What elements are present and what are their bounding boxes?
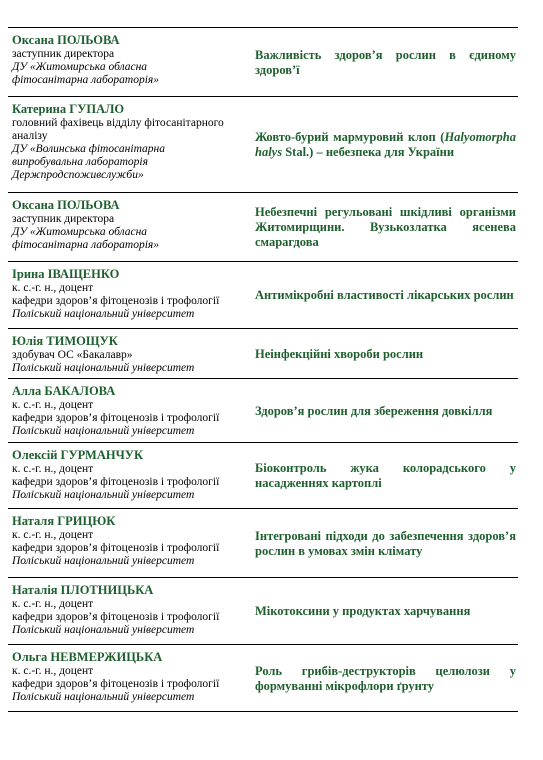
talk-topic: Біоконтроль жука колорадського у насадженнях картоплі [255,461,516,490]
table-row [8,193,518,262]
table-row [8,509,518,578]
speaker-affiliation-line: Поліський національний університет [12,624,195,636]
topic-cell [251,379,518,442]
speaker-affiliation-line: Поліський національний університет [12,362,195,374]
topic-cell [251,509,518,577]
speaker-affiliation-line: Поліський національний університет [12,308,195,320]
speaker-affiliation-line: Поліський національний університет [12,425,195,437]
talk-topic: Мікотоксини у продуктах харчування [255,604,471,618]
speaker-affiliation-line: здобувач ОС «Бакалавр» [12,349,133,361]
speaker-affiliation-line: кафедри здоров’я фітоценозів і трофології [12,678,220,690]
speaker-affiliation-line: аналізу [12,130,48,142]
speaker-cell [8,379,251,442]
speaker-affiliation-line: к. с.-г. н., доцент [12,529,94,541]
topic-cell [251,578,518,644]
speaker-cell [8,329,251,378]
speaker-name: Наталія ПЛОТНИЦЬКА [12,583,154,597]
speaker-affiliation-line: заступник директора [12,48,115,60]
talk-topic: Важливість здоров’я рослин в єдиному здоров’ї [255,47,516,77]
speaker-affiliation-line: ДУ «Житомирська обласна [12,61,148,73]
speaker-affiliation-line: заступник директора [12,213,115,225]
speaker-affiliation-line: ДУ «Житомирська обласна [12,226,148,238]
topic-cell [251,28,518,96]
speaker-affiliation-line: ДУ «Волинська фітосанітарна [12,143,165,155]
speaker-affiliation-line: Поліський національний університет [12,489,195,501]
speaker-affiliation-line: кафедри здоров’я фітоценозів і трофології [12,476,220,488]
speaker-affiliation-line: к. с.-г. н., доцент [12,665,94,677]
speaker-affiliation-line: головний фахівець відділу фітосанітарного [12,117,224,129]
table-row [8,645,518,712]
topic-fragment: Жовто-бурий мармуровий клоп ( [255,130,445,144]
speaker-affiliation-line: фітосанітарна лабораторія» [12,239,160,251]
speaker-cell [8,645,251,711]
table-row [8,97,518,193]
speaker-affiliation-line: випробувальна лабораторія [12,156,148,168]
speaker-affiliation-line: кафедри здоров’я фітоценозів і трофології [12,295,220,307]
table-row [8,379,518,443]
talk-topic: Небезпечні регульовані шкідливі організми Житомирщини. Вузькозлатка ясенева смарагдова [255,205,516,249]
species-name: Halyomorpha halys [255,130,516,159]
topic-cell [251,443,518,508]
speaker-cell [8,97,251,192]
speaker-name: Юлія ТИМОЩУК [12,334,118,348]
talk-topic: Антимікробні властивості лікарських рослин [255,288,514,302]
speakers-table [8,27,518,712]
topic-cell [251,97,518,192]
speaker-affiliation-line: кафедри здоров’я фітоценозів і трофології [12,542,220,554]
speaker-name: Оксана ПОЛЬОВА [12,198,120,212]
speaker-cell [8,578,251,644]
speaker-cell [8,28,251,96]
speaker-affiliation-line: кафедри здоров’я фітоценозів і трофології [12,611,220,623]
topic-cell [251,262,518,328]
speaker-affiliation-line: фітосанітарна лабораторія» [12,74,160,86]
speaker-affiliation-line: Держпродспоживслужби» [12,169,144,181]
table-row [8,578,518,645]
speaker-affiliation-line: к. с.-г. н., доцент [12,463,94,475]
topic-fragment: Stal.) – небезпека для України [282,145,455,159]
speaker-name: Ольга НЕВМЕРЖИЦЬКА [12,650,163,664]
speaker-name: Ірина ІВАЩЕНКО [12,267,120,281]
speaker-name: Алла БАКАЛОВА [12,384,116,398]
speaker-cell [8,509,251,577]
topic-cell [251,329,518,378]
speaker-affiliation-line: кафедри здоров’я фітоценозів і трофології [12,412,220,424]
talk-topic: Інтегровані підходи до забезпечення здоров’я рослин в умовах змін клімату [255,528,516,558]
table-row [8,262,518,329]
speaker-affiliation-line: к. с.-г. н., доцент [12,282,94,294]
speaker-cell [8,193,251,261]
talk-topic: Неінфекційні хвороби рослин [255,346,424,361]
talk-topic: Роль грибів-деструкторів целюлози у формуванні мікрофлори ґрунту [255,663,516,693]
speaker-name: Катерина ГУПАЛО [12,102,125,116]
speaker-cell [8,443,251,508]
topic-cell [251,645,518,711]
table-row [8,28,518,97]
topic-cell [251,193,518,261]
talk-topic [255,130,516,160]
speaker-name: Наталя ГРИЦЮК [12,514,116,528]
speaker-affiliation-line: Поліський національний університет [12,691,195,703]
speaker-cell [8,262,251,328]
table-row [8,329,518,379]
speaker-affiliation-line: Поліський національний університет [12,555,195,567]
speaker-name: Олексій ГУРМАНЧУК [12,448,144,462]
speaker-name: Оксана ПОЛЬОВА [12,33,120,47]
table-row [8,443,518,509]
speaker-affiliation-line: к. с.-г. н., доцент [12,598,94,610]
speaker-affiliation-line: к. с.-г. н., доцент [12,399,94,411]
talk-topic: Здоров’я рослин для збереження довкілля [255,403,493,418]
